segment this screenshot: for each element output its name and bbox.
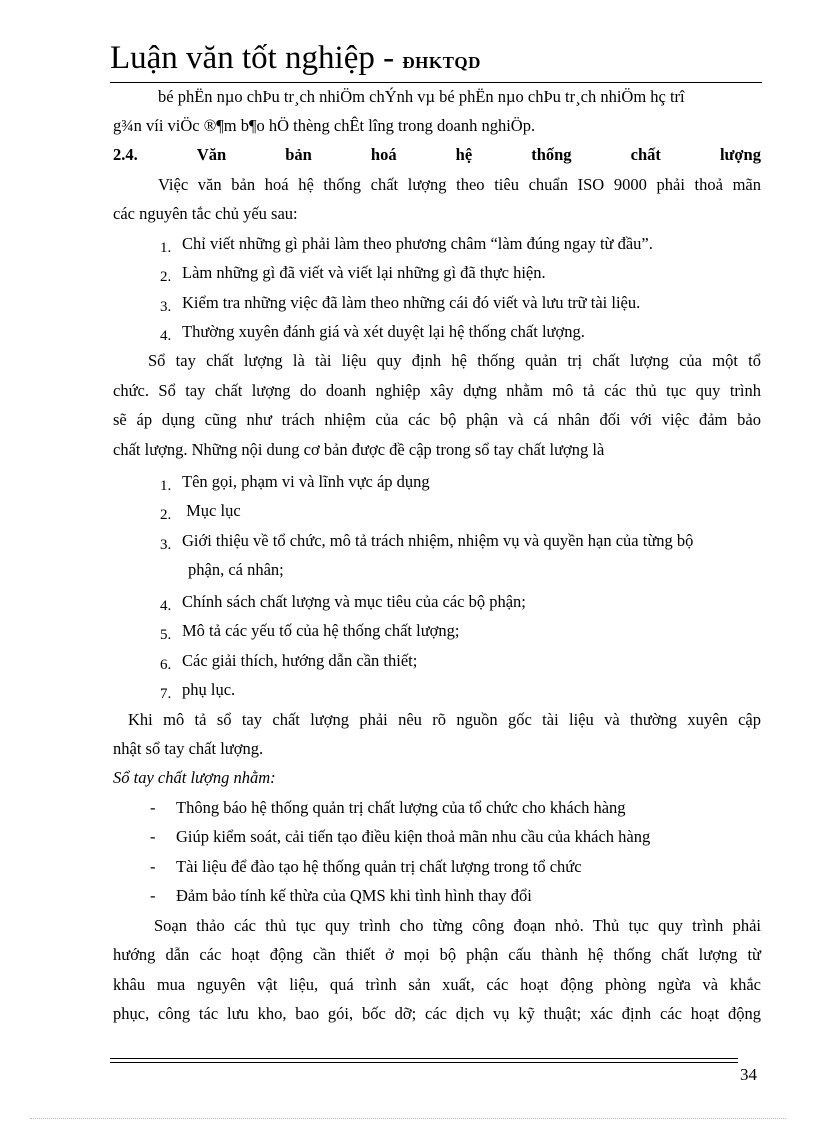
list-text: Chính sách chất lượng và mục tiêu của các bộ phận; <box>182 592 526 611</box>
paragraph-line: khâu mua nguyên vật liệu, quá trình sản xuất, các hoạt động phòng ngừa và khắc <box>113 975 761 994</box>
bullet-item <box>150 797 626 819</box>
list-text: phụ lục. <box>182 680 236 699</box>
heading-word: Văn <box>196 145 227 164</box>
list-text: Chỉ viết những gì phải làm theo phương châm “làm đúng ngay từ đầu”. <box>182 234 653 253</box>
list-item <box>160 679 235 705</box>
list-text: Mô tả các yếu tố của hệ thống chất lượng; <box>182 621 460 640</box>
bullet-item <box>150 826 650 848</box>
paragraph-line: Khi mô tả sổ tay chất lượng phải nêu rõ nguồn gốc tài liệu và thường xuyên cập <box>128 710 761 729</box>
list-number: 2. <box>160 269 172 285</box>
list-text: Tên gọi, phạm vi và lĩnh vực áp dụng <box>182 472 430 491</box>
list-text: Mục lục <box>182 501 241 520</box>
page-header <box>110 38 762 83</box>
list-text: Làm những gì đã viết và viết lại những gì đã thực hiện. <box>182 263 546 282</box>
list-item <box>160 650 417 676</box>
dash-bullet: - <box>150 886 156 905</box>
list-item-continuation: phận, cá nhân; <box>188 560 284 579</box>
list-number: 2. <box>160 507 172 523</box>
heading-word: chất <box>630 145 661 164</box>
list-number: 1. <box>160 478 172 494</box>
list-item <box>160 591 526 617</box>
list-number: 4. <box>160 328 172 344</box>
section-heading <box>113 144 761 166</box>
page-number: 34 <box>740 1065 757 1084</box>
paragraph-line: Soạn thảo các thủ tục quy trình cho từng công đoạn nhỏ. Thủ tục quy trình phải <box>154 916 761 935</box>
bullet-item <box>150 856 582 878</box>
paragraph-line: nhật sổ tay chất lượng. <box>113 739 264 758</box>
dash-bullet: - <box>150 857 156 876</box>
list-text: Thường xuyên đánh giá và xét duyệt lại hệ thống chất lượng. <box>182 322 585 341</box>
list-item <box>160 500 241 526</box>
heading-word: hoá <box>370 145 397 164</box>
paragraph-line: các nguyên tắc chủ yếu sau: <box>113 204 298 223</box>
footer-rule <box>110 1058 738 1059</box>
paragraph-line: phục, công tác lưu kho, bao gói, bốc dỡ; các dịch vụ kỹ thuật; xác định các hoạt động <box>113 1004 761 1023</box>
paragraph-line: sẽ áp dụng cũng như trách nhiệm của các bộ phận và cá nhân đối với việc đảm bảo <box>113 410 761 429</box>
list-number: 3. <box>160 537 172 553</box>
list-item <box>160 262 546 288</box>
bullet-text: Thông báo hệ thống quản trị chất lượng của tổ chức cho khách hàng <box>176 798 626 817</box>
footer-rule <box>110 1062 738 1063</box>
paragraph-line: Sổ tay chất lượng là tài liệu quy định hệ thống quản trị chất lượng của một tổ <box>148 351 761 370</box>
heading-word: lượng <box>719 145 761 164</box>
list-item <box>160 620 459 646</box>
header-subtitle: ĐHKTQD <box>402 53 481 72</box>
bullet-text: Giúp kiểm soát, cải tiến tạo điều kiện thoả mãn nhu cầu của khách hàng <box>176 827 651 846</box>
list-item <box>160 292 640 318</box>
purpose-heading: Sổ tay chất lượng nhằm: <box>113 768 276 787</box>
list-item <box>160 530 693 556</box>
header-title-line <box>110 38 481 83</box>
list-number: 5. <box>160 627 172 643</box>
list-number: 3. <box>160 299 172 315</box>
list-text: Các giải thích, hướng dẫn cần thiết; <box>182 651 418 670</box>
intro-line-1: bé phËn nµo chÞu tr¸ch nhiÖm chÝnh vµ bé phËn nµo chÞu tr¸ch nhiÖm hç trî <box>158 87 685 106</box>
heading-word: thống <box>531 145 572 164</box>
list-number: 4. <box>160 598 172 614</box>
bullet-text: Đảm bảo tính kế thừa của QMS khi tình hình thay đổi <box>176 886 532 905</box>
paragraph-line: Việc văn bản hoá hệ thống chất lượng theo tiêu chuẩn ISO 9000 phải thoả mãn <box>158 175 761 194</box>
section-number: 2.4. <box>113 145 138 164</box>
list-number: 6. <box>160 657 172 673</box>
intro-line-2: g¾n víi viÖc ®¶m b¶o hÖ thèng chÊt lîng trong doanh nghiÖp. <box>113 116 536 135</box>
paragraph-line: hướng dẫn các hoạt động cần thiết ở mọi bộ phận cấu thành hệ thống chất lượng từ <box>113 945 761 964</box>
list-item <box>160 233 653 259</box>
list-text: Kiểm tra những việc đã làm theo những cái đó viết và lưu trữ tài liệu. <box>182 293 641 312</box>
header-separator: - <box>374 40 403 76</box>
bullet-text: Tài liệu để đào tạo hệ thống quản trị chất lượng trong tổ chức <box>176 857 582 876</box>
paragraph-line: chất lượng. Những nội dung cơ bản được đề cập trong sổ tay chất lượng là <box>113 440 605 459</box>
page-edge-divider <box>30 1118 786 1119</box>
list-item <box>160 321 585 347</box>
bullet-item <box>150 885 532 907</box>
list-item <box>160 471 430 497</box>
heading-word: hệ <box>455 145 473 164</box>
dash-bullet: - <box>150 798 156 817</box>
list-number: 1. <box>160 240 172 256</box>
list-number: 7. <box>160 686 172 702</box>
paragraph-line: chức. Sổ tay chất lượng do doanh nghiệp xây dựng nhằm mô tả các thủ tục quy trình <box>113 381 761 400</box>
dash-bullet: - <box>150 827 156 846</box>
list-text: Giới thiệu về tổ chức, mô tả trách nhiệm, nhiệm vụ và quyền hạn của từng bộ <box>182 531 694 550</box>
header-title: Luận văn tốt nghiệp <box>110 40 375 76</box>
heading-word: bản <box>285 145 312 164</box>
